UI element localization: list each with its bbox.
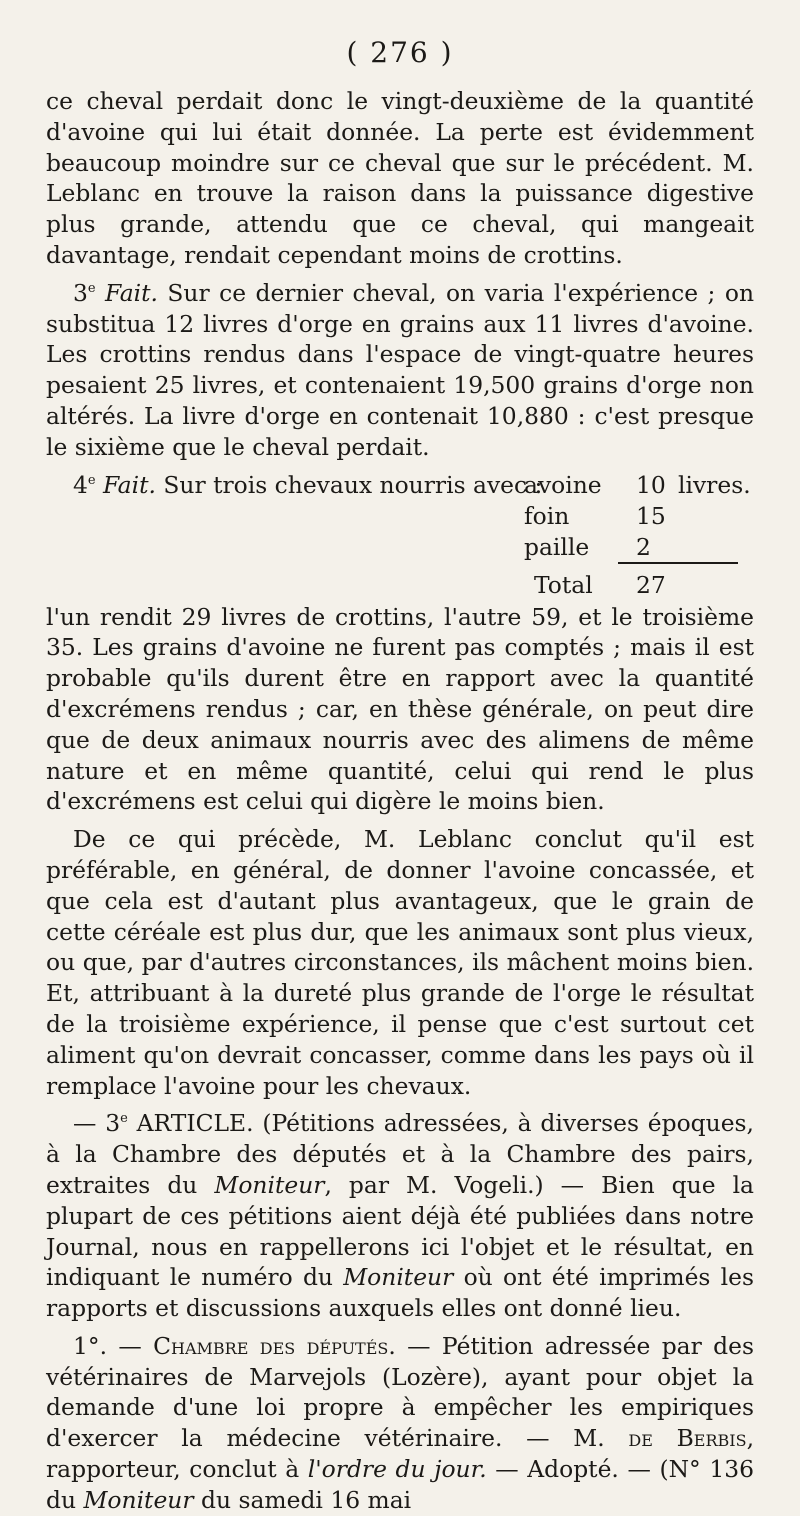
fait-4-sup: e <box>87 472 96 488</box>
fait-3-text: Sur ce dernier cheval, on varia l'expérience ; on substitua 12 livres d'orge en grains aux 11 livres d'avoine. Les crottins rendus dans l'espace de vingt-quatre heures pesaient 25 livres, et contenaient 19,500 grains d'orge non altérés. La livre d'orge en contenait 10,880 : c'est presque le sixième que le cheval perdait. <box>46 278 755 461</box>
total-rule <box>618 562 738 564</box>
feed-name: avoine <box>524 470 602 499</box>
total-value: 27 <box>636 570 666 599</box>
fait-3-sup: e <box>87 280 96 296</box>
item-1-text-3: — Adopté. — (N° 136 du <box>46 1455 754 1514</box>
fait-3-label: Fait. <box>105 278 158 307</box>
feed-name: foin <box>524 501 570 530</box>
feed-row-foin <box>46 501 754 532</box>
fait-4-text: Sur trois chevaux nourris avec : <box>155 470 543 499</box>
article-sup: e <box>120 1111 128 1127</box>
feed-qty: 10 <box>636 470 666 499</box>
item-1-chamber: Chambre des députés. <box>153 1331 396 1360</box>
feed-unit: livres. <box>678 470 751 499</box>
article-moniteur-1: Moniteur <box>214 1170 325 1199</box>
article-moniteur-2: Moniteur <box>343 1263 454 1292</box>
article-lead: — 3 <box>73 1109 121 1138</box>
article-title: ARTICLE. <box>127 1109 254 1138</box>
item-1-moniteur: Moniteur <box>83 1485 194 1514</box>
feed-name: paille <box>524 532 590 561</box>
item-1-de-berbis: de Berbis <box>628 1424 747 1453</box>
paragraph-conclusion: De ce qui précède, M. Leblanc conclut qu'il est préférable, en général, de donner l'avoine concassée, et que cela est d'autant plus avantageux, que le grain de cette céréale est plus dur, que les animaux sont plus vieux, ou que, par d'autres circonstances, ils mâchent moins bien. Et, attribuant à la dureté plus grande de l'orge le résultat de la troisième expérience, il pense que c'est surtout cet aliment qu'on devrait concasser, comme dans les pays où il remplace l'avoine pour les chevaux. <box>46 825 754 1100</box>
item-1-ordre: l'ordre du jour. <box>307 1455 487 1484</box>
item-1-text-1: — Pétition adressée par des vétérinaires de Marvejols (Lozère), ayant pour objet la demande d'une loi propre à empêcher les empiriques d'exercer la médecine vétérinaire. — M. <box>46 1331 754 1453</box>
paragraph-fait-3 <box>46 278 754 463</box>
item-1-number: 1°. — <box>73 1331 154 1360</box>
paragraph-petition-1 <box>46 1331 754 1516</box>
fait-4-number: 4 <box>73 470 88 499</box>
article-text-3: où ont été imprimés les rapports et discussions auxquels elles ont donné lieu. <box>46 1263 754 1323</box>
paragraph-article-3 <box>46 1108 754 1324</box>
article-text-1: (Pétitions adressées, à diverses époques, à la Chambre des députés et à la Chambre des pairs, extraites du <box>46 1109 754 1199</box>
feed-list <box>46 470 754 562</box>
feed-qty: 15 <box>636 501 666 530</box>
item-1-text-4: du samedi 16 mai <box>193 1485 412 1514</box>
page-body <box>46 86 754 1516</box>
feed-row-avoine <box>46 470 754 501</box>
fait-3-number: 3 <box>73 278 88 307</box>
fait-4-label: Fait. <box>103 470 156 499</box>
paragraph-cheval-perte: ce cheval perdait donc le vingt-deuxième de la quantité d'avoine qui lui était donnée. La perte est évidemment beaucoup moindre sur ce cheval que sur le précédent. M. Leblanc en trouve la raison dans la puissance digestive plus grande, attendu que ce cheval, qui mangeait davantage, rendait cependant moins de crottins. <box>46 87 754 269</box>
feed-row-paille <box>46 532 754 563</box>
feed-qty: 2 <box>636 532 651 561</box>
article-text-2: , par M. Vogeli.) — Bien que la plupart de ces pétitions aient déjà été publiées dans notre Journal, nous en rappellerons ici l'objet et le résultat, en indiquant le numéro du <box>46 1170 755 1292</box>
item-1-text-2: , rapporteur, conclut à <box>46 1424 754 1484</box>
paragraph-crottins-rendus: l'un rendit 29 livres de crottins, l'autre 59, et le troisième 35. Les grains d'avoine ne furent pas comptés ; mais il est probable qu'ils durent être en rapport avec la quantité d'excrémens rendus ; car, en thèse générale, on peut dire que de deux animaux nourris avec des alimens de même nature et en même quantité, celui qui rend le plus d'excrémens est celui qui digère le moins bien. <box>46 602 754 816</box>
total-label: Total <box>534 570 593 599</box>
page-number: ( 276 ) <box>346 36 454 69</box>
total-row <box>46 562 754 602</box>
